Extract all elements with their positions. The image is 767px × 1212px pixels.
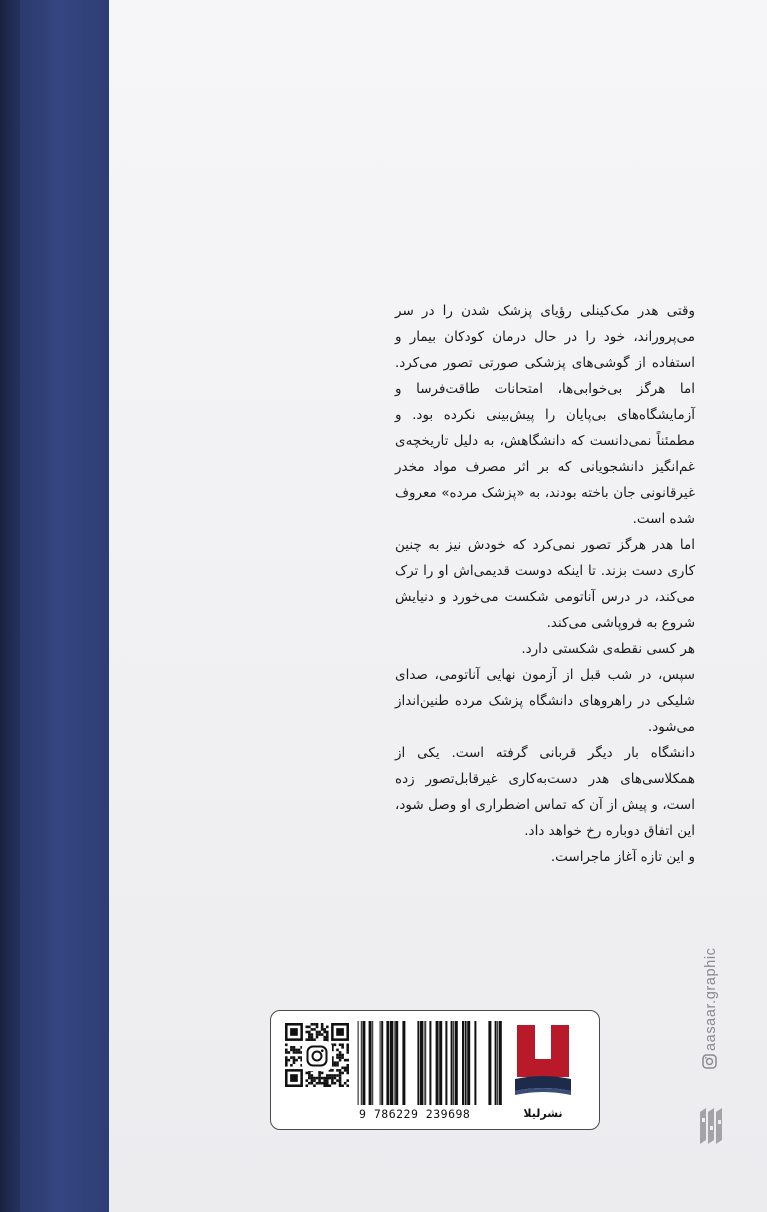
designer-logo	[698, 1106, 724, 1146]
blurb-paragraph-1: وقتی هدر مک‌کینلی رؤیای پزشک شدن را در سر می‌پروراند، خود را در حال درمان کودکان بیمار و استفاده از گوشی‌های پزشکی صورتی تصور می‌کرد. اما هرگز بی‌خوابی‌ها، امتحانات طاقت‌فرسا و آزمایشگاه‌های بی‌پایان را پیش‌بینی نکرده بود. و مطمئناً نمی‌دانست که دانشگاهش، به دلیل تاریخچه‌ی غم‌انگیز دانشجویانی که بر اثر مصرف مواد مخدر غیرقانونی جان باخته بودند، به «پزشک مرده» معروف شده است.	[395, 303, 695, 527]
barcode-panel	[270, 1010, 600, 1130]
book-spine	[20, 0, 109, 1212]
designer-social-handle	[700, 860, 720, 1070]
blurb-paragraph-4: سپس، در شب قبل از آزمون نهایی آناتومی، صدای شلیکی در راهروهای دانشگاه پزشک مرده طنین‌انداز می‌شود.	[395, 667, 695, 735]
handle-text: aasaar.graphic	[703, 947, 719, 1051]
instagram-badge	[302, 1041, 332, 1071]
blurb-paragraph-6: و این تازه آغاز ماجراست.	[550, 849, 695, 865]
blurb-paragraph-2: اما هدر هرگز تصور نمی‌کرد که خودش نیز به چنین کاری دست بزند. تا اینکه دوست قدیمی‌اش او را ترک می‌کند، در درس آناتومی شکست می‌خورد و دنیایش شروع به فروپاشی می‌کند.	[395, 537, 695, 631]
isbn-number: 9 786229 239698	[359, 1107, 471, 1121]
instagram-icon	[306, 1045, 328, 1067]
publisher-name: نشرلیلا	[523, 1107, 563, 1120]
blurb-paragraph-5: دانشگاه بار دیگر قربانی گرفته است. یکی از همکلاسی‌های هدر دست‌به‌کاری غیرقابل‌تصور زده است، و پیش از آن که تماس اضطراری او وصل شود، این اتفاق دوباره رخ خواهد داد.	[395, 745, 695, 839]
publisher-logo	[511, 1019, 575, 1103]
designer-instagram-icon	[703, 1055, 716, 1068]
back-cover-blurb	[395, 298, 695, 870]
barcode	[353, 1021, 503, 1105]
blurb-paragraph-3: هر کسی نقطه‌ی شکستی دارد.	[521, 641, 695, 657]
